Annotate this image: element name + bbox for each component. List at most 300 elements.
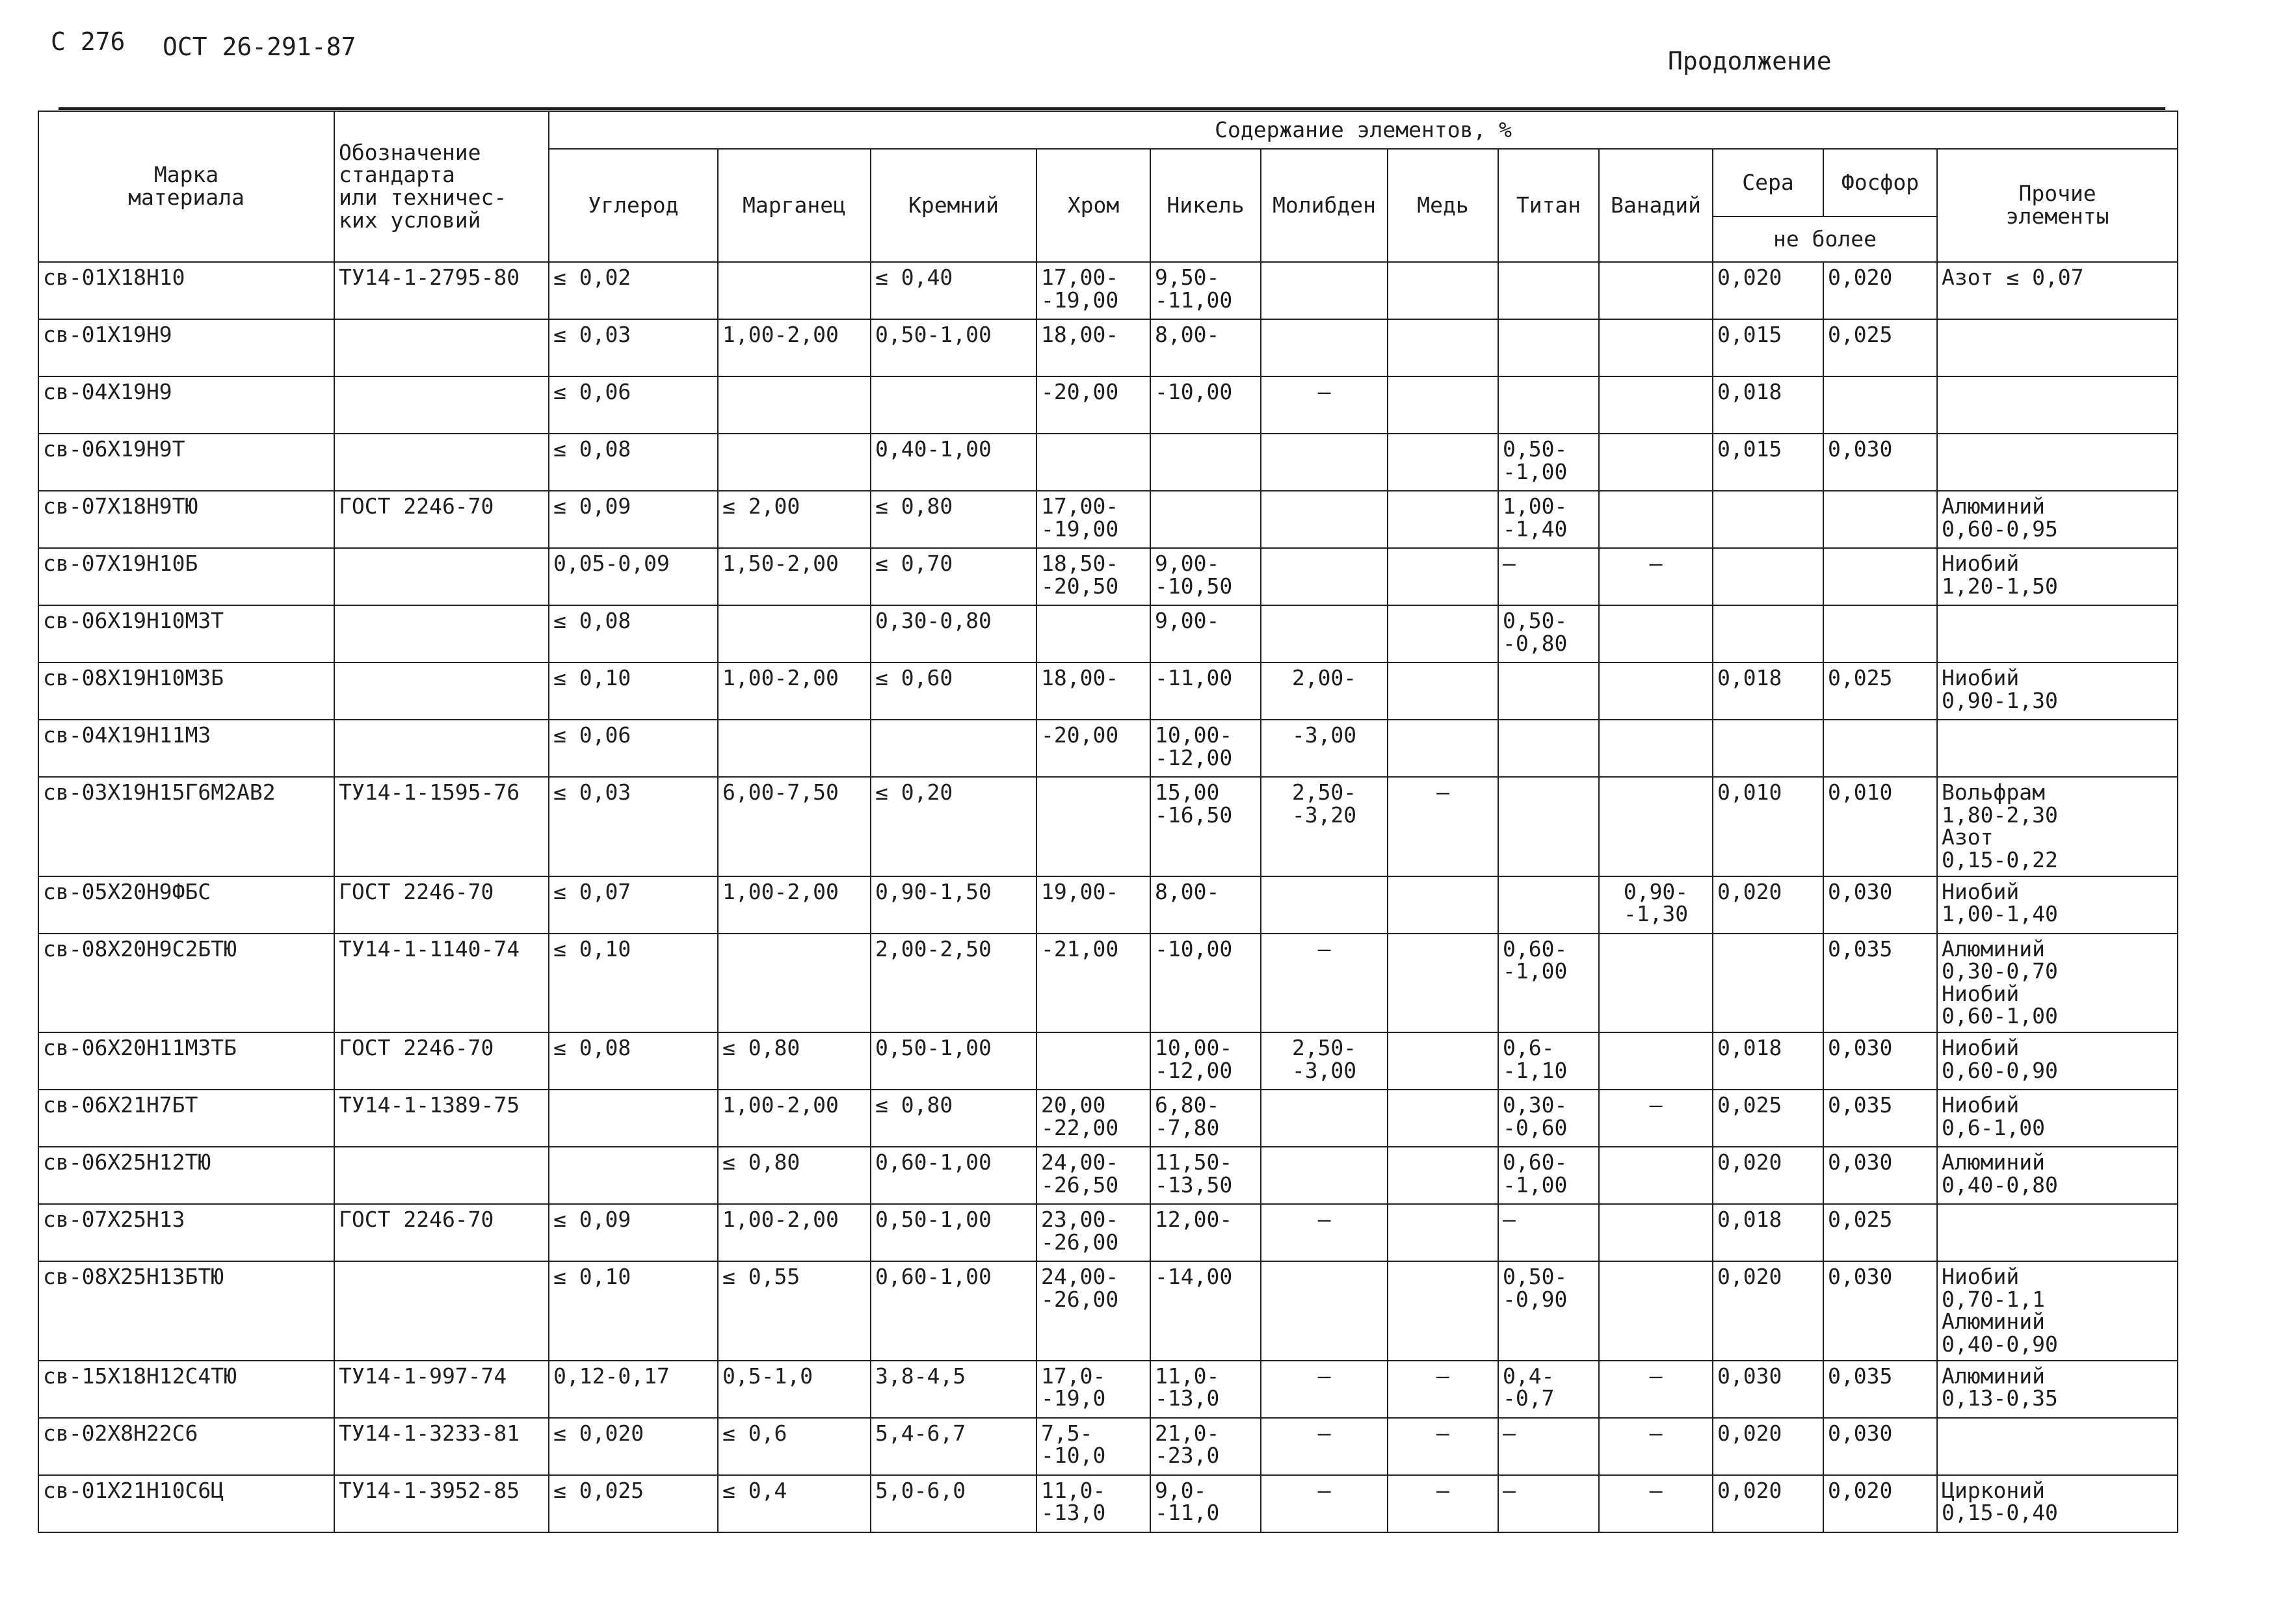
cell-mn: 1,00-2,00: [718, 662, 871, 720]
cell-mo: 2,50- -3,20: [1261, 777, 1388, 876]
cell-mo: [1261, 1147, 1388, 1204]
cell-cr: 18,00-: [1036, 319, 1150, 376]
table-row: [38, 720, 2178, 777]
cell-cu: [1388, 605, 1498, 662]
cell-mn: 1,00-2,00: [718, 1090, 871, 1147]
col-molybdenum: Молибден: [1261, 149, 1388, 262]
col-grade: Марка материала: [38, 111, 334, 262]
cell-mo: [1261, 491, 1388, 548]
cell-p: 0,030: [1823, 1147, 1937, 1204]
cell-mn: 1,50-2,00: [718, 548, 871, 605]
cell-ni: 8,00-: [1150, 876, 1261, 934]
cell-std: [334, 1261, 549, 1361]
cell-grade: св-04Х19Н11М3: [38, 720, 334, 777]
cell-std: [334, 319, 549, 376]
cell-v: [1599, 934, 1713, 1033]
table-row: [38, 548, 2178, 605]
cell-p: 0,025: [1823, 319, 1937, 376]
cell-grade: св-02Х8Н22С6: [38, 1418, 334, 1475]
col-phosphorus: Фосфор: [1823, 149, 1937, 216]
cell-v: [1599, 1147, 1713, 1204]
cell-mo: [1261, 876, 1388, 934]
cell-c: [549, 1147, 718, 1204]
cell-cu: [1388, 1032, 1498, 1090]
cell-c: ≤ 0,10: [549, 934, 718, 1033]
cell-other: Ниобий 0,60-0,90: [1937, 1032, 2178, 1090]
cell-s: 0,018: [1713, 662, 1823, 720]
cell-mo: 2,50- -3,00: [1261, 1032, 1388, 1090]
cell-p: 0,025: [1823, 1204, 1937, 1261]
cell-other: [1937, 434, 2178, 491]
cell-mo: [1261, 1090, 1388, 1147]
cell-ni: 9,00-: [1150, 605, 1261, 662]
cell-ni: [1150, 434, 1261, 491]
cell-v: [1599, 1261, 1713, 1361]
cell-cu: –: [1388, 1418, 1498, 1475]
cell-ti: [1498, 319, 1599, 376]
cell-p: [1823, 491, 1937, 548]
cell-cu: [1388, 720, 1498, 777]
standard-code: ОСТ 26-291-87: [163, 33, 356, 61]
cell-c: [549, 1090, 718, 1147]
cell-other: [1937, 319, 2178, 376]
cell-si: 0,40-1,00: [871, 434, 1036, 491]
cell-s: [1713, 934, 1823, 1033]
cell-p: [1823, 605, 1937, 662]
cell-ni: -14,00: [1150, 1261, 1261, 1361]
cell-ni: [1150, 491, 1261, 548]
cell-cu: [1388, 662, 1498, 720]
table-row: [38, 1418, 2178, 1475]
table-row: [38, 376, 2178, 434]
cell-cr: 17,00- -19,00: [1036, 262, 1150, 319]
cell-other: [1937, 1204, 2178, 1261]
cell-p: 0,030: [1823, 1418, 1937, 1475]
cell-cr: [1036, 605, 1150, 662]
cell-s: 0,018: [1713, 1204, 1823, 1261]
cell-grade: св-08Х20Н9С2БТЮ: [38, 934, 334, 1033]
cell-grade: св-07Х18Н9ТЮ: [38, 491, 334, 548]
cell-c: ≤ 0,07: [549, 876, 718, 934]
cell-c: ≤ 0,08: [549, 605, 718, 662]
cell-std: ГОСТ 2246-70: [334, 876, 549, 934]
cell-p: 0,030: [1823, 876, 1937, 934]
cell-std: [334, 1147, 549, 1204]
cell-p: 0,035: [1823, 1090, 1937, 1147]
cell-other: Алюминий 0,60-0,95: [1937, 491, 2178, 548]
cell-other: [1937, 1418, 2178, 1475]
col-nickel: Никель: [1150, 149, 1261, 262]
cell-ti: [1498, 876, 1599, 934]
page-number: С 276: [51, 27, 125, 56]
table-row: [38, 605, 2178, 662]
cell-v: [1599, 662, 1713, 720]
cell-ti: [1498, 720, 1599, 777]
cell-si: 3,8-4,5: [871, 1361, 1036, 1418]
table-row: [38, 1090, 2178, 1147]
cell-s: 0,015: [1713, 319, 1823, 376]
cell-v: [1599, 1204, 1713, 1261]
table-row: [38, 1032, 2178, 1090]
col-silicon: Кремний: [871, 149, 1036, 262]
cell-other: Цирконий 0,15-0,40: [1937, 1475, 2178, 1532]
cell-cu: [1388, 262, 1498, 319]
cell-other: Вольфрам 1,80-2,30 Азот 0,15-0,22: [1937, 777, 2178, 876]
cell-cu: –: [1388, 777, 1498, 876]
cell-mn: 1,00-2,00: [718, 319, 871, 376]
table-row: [38, 1261, 2178, 1361]
cell-ni: -11,00: [1150, 662, 1261, 720]
cell-s: 0,015: [1713, 434, 1823, 491]
cell-mn: 1,00-2,00: [718, 876, 871, 934]
cell-cu: [1388, 491, 1498, 548]
cell-cr: [1036, 777, 1150, 876]
cell-si: ≤ 0,80: [871, 1090, 1036, 1147]
cell-mn: 0,5-1,0: [718, 1361, 871, 1418]
cell-ti: [1498, 662, 1599, 720]
cell-s: [1713, 605, 1823, 662]
cell-std: [334, 376, 549, 434]
cell-c: ≤ 0,02: [549, 262, 718, 319]
col-vanadium: Ванадий: [1599, 149, 1713, 262]
cell-mo: [1261, 548, 1388, 605]
cell-other: Ниобий 0,90-1,30: [1937, 662, 2178, 720]
cell-std: ТУ14-1-3233-81: [334, 1418, 549, 1475]
cell-grade: св-01Х21Н10С6Ц: [38, 1475, 334, 1532]
cell-c: ≤ 0,020: [549, 1418, 718, 1475]
cell-ti: 0,50- -0,90: [1498, 1261, 1599, 1361]
cell-std: [334, 548, 549, 605]
cell-mn: [718, 434, 871, 491]
cell-cu: [1388, 376, 1498, 434]
cell-cr: 18,00-: [1036, 662, 1150, 720]
col-content-group: Содержание элементов, %: [549, 111, 2178, 149]
cell-ti: –: [1498, 1475, 1599, 1532]
cell-other: [1937, 376, 2178, 434]
cell-cr: 24,00- -26,50: [1036, 1147, 1150, 1204]
cell-std: ГОСТ 2246-70: [334, 1204, 549, 1261]
header-rule: [59, 107, 2165, 110]
cell-c: ≤ 0,03: [549, 777, 718, 876]
cell-s: 0,025: [1713, 1090, 1823, 1147]
cell-v: –: [1599, 1418, 1713, 1475]
col-standard: Обозначение стандарта или техничес- ких условий: [334, 111, 549, 262]
cell-other: Алюминий 0,30-0,70 Ниобий 0,60-1,00: [1937, 934, 2178, 1033]
cell-ni: 9,00- -10,50: [1150, 548, 1261, 605]
cell-mo: -3,00: [1261, 720, 1388, 777]
cell-other: Алюминий 0,13-0,35: [1937, 1361, 2178, 1418]
composition-table: [38, 111, 2178, 1533]
cell-cu: [1388, 876, 1498, 934]
cell-other: [1937, 720, 2178, 777]
cell-other: Ниобий 0,70-1,1 Алюминий 0,40-0,90: [1937, 1261, 2178, 1361]
col-titanium: Титан: [1498, 149, 1599, 262]
cell-grade: св-07Х25Н13: [38, 1204, 334, 1261]
cell-mn: ≤ 0,55: [718, 1261, 871, 1361]
cell-si: 0,50-1,00: [871, 1032, 1036, 1090]
cell-cr: 17,0- -19,0: [1036, 1361, 1150, 1418]
table-row: [38, 876, 2178, 934]
cell-cu: [1388, 1204, 1498, 1261]
cell-cu: [1388, 434, 1498, 491]
cell-mo: –: [1261, 376, 1388, 434]
cell-si: 0,50-1,00: [871, 319, 1036, 376]
cell-p: 0,020: [1823, 262, 1937, 319]
cell-grade: св-06Х25Н12ТЮ: [38, 1147, 334, 1204]
cell-mn: ≤ 0,4: [718, 1475, 871, 1532]
cell-s: [1713, 548, 1823, 605]
cell-mn: ≤ 0,80: [718, 1032, 871, 1090]
col-other: Прочие элементы: [1937, 149, 2178, 262]
table-row: [38, 1361, 2178, 1418]
table-row: [38, 934, 2178, 1033]
cell-s: 0,020: [1713, 1418, 1823, 1475]
cell-mn: [718, 605, 871, 662]
cell-mn: [718, 720, 871, 777]
cell-si: ≤ 0,70: [871, 548, 1036, 605]
cell-si: 0,50-1,00: [871, 1204, 1036, 1261]
cell-si: 2,00-2,50: [871, 934, 1036, 1033]
cell-v: 0,90- -1,30: [1599, 876, 1713, 934]
cell-std: ГОСТ 2246-70: [334, 1032, 549, 1090]
cell-si: [871, 720, 1036, 777]
cell-mo: –: [1261, 934, 1388, 1033]
cell-mo: –: [1261, 1204, 1388, 1261]
table-body: [38, 262, 2178, 1532]
cell-grade: св-05Х20Н9ФБС: [38, 876, 334, 934]
cell-ti: –: [1498, 548, 1599, 605]
cell-ni: 9,0- -11,0: [1150, 1475, 1261, 1532]
cell-v: [1599, 491, 1713, 548]
cell-c: ≤ 0,06: [549, 720, 718, 777]
cell-v: [1599, 376, 1713, 434]
cell-ni: 6,80- -7,80: [1150, 1090, 1261, 1147]
cell-cr: [1036, 434, 1150, 491]
cell-ti: 0,50- -0,80: [1498, 605, 1599, 662]
cell-si: 5,0-6,0: [871, 1475, 1036, 1532]
cell-cr: 17,00- -19,00: [1036, 491, 1150, 548]
cell-std: ТУ14-1-997-74: [334, 1361, 549, 1418]
cell-std: [334, 605, 549, 662]
cell-grade: св-06Х19Н10М3Т: [38, 605, 334, 662]
cell-std: [334, 720, 549, 777]
cell-cr: [1036, 1032, 1150, 1090]
cell-s: 0,020: [1713, 876, 1823, 934]
cell-cu: [1388, 934, 1498, 1033]
cell-mn: ≤ 2,00: [718, 491, 871, 548]
cell-std: [334, 662, 549, 720]
cell-mn: 1,00-2,00: [718, 1204, 871, 1261]
cell-std: ТУ14-1-2795-80: [334, 262, 549, 319]
cell-mo: [1261, 1261, 1388, 1361]
cell-s: [1713, 720, 1823, 777]
cell-cu: [1388, 1147, 1498, 1204]
cell-std: ТУ14-1-1389-75: [334, 1090, 549, 1147]
cell-p: [1823, 548, 1937, 605]
cell-c: 0,12-0,17: [549, 1361, 718, 1418]
cell-ti: [1498, 376, 1599, 434]
cell-cr: 23,00- -26,00: [1036, 1204, 1150, 1261]
cell-c: ≤ 0,09: [549, 1204, 718, 1261]
cell-cr: 18,50- -20,50: [1036, 548, 1150, 605]
cell-mo: [1261, 605, 1388, 662]
continuation-label: Продолжение: [1668, 47, 1832, 75]
col-copper: Медь: [1388, 149, 1498, 262]
cell-ti: 0,60- -1,00: [1498, 934, 1599, 1033]
cell-grade: св-01Х18Н10: [38, 262, 334, 319]
col-sulfur: Сера: [1713, 149, 1823, 216]
cell-grade: св-06Х21Н7БТ: [38, 1090, 334, 1147]
cell-mo: –: [1261, 1361, 1388, 1418]
table-row: [38, 491, 2178, 548]
cell-std: ТУ14-1-1595-76: [334, 777, 549, 876]
cell-grade: св-07Х19Н10Б: [38, 548, 334, 605]
cell-cr: -21,00: [1036, 934, 1150, 1033]
cell-ni: 10,00- -12,00: [1150, 720, 1261, 777]
cell-p: 0,010: [1823, 777, 1937, 876]
cell-si: [871, 376, 1036, 434]
cell-s: 0,020: [1713, 1475, 1823, 1532]
cell-c: ≤ 0,09: [549, 491, 718, 548]
cell-other: Ниобий 0,6-1,00: [1937, 1090, 2178, 1147]
cell-std: [334, 434, 549, 491]
cell-v: –: [1599, 1090, 1713, 1147]
cell-v: [1599, 1032, 1713, 1090]
cell-p: 0,035: [1823, 1361, 1937, 1418]
cell-ni: 11,50- -13,50: [1150, 1147, 1261, 1204]
cell-s: 0,018: [1713, 376, 1823, 434]
cell-si: 0,90-1,50: [871, 876, 1036, 934]
cell-mo: 2,00-: [1261, 662, 1388, 720]
cell-std: ТУ14-1-1140-74: [334, 934, 549, 1033]
cell-cu: –: [1388, 1475, 1498, 1532]
cell-cr: 20,00 -22,00: [1036, 1090, 1150, 1147]
cell-grade: св-01Х19Н9: [38, 319, 334, 376]
cell-s: 0,020: [1713, 1261, 1823, 1361]
cell-v: [1599, 319, 1713, 376]
col-chromium: Хром: [1036, 149, 1150, 262]
cell-ti: 0,30- -0,60: [1498, 1090, 1599, 1147]
cell-cu: [1388, 548, 1498, 605]
cell-s: [1713, 491, 1823, 548]
cell-v: –: [1599, 1475, 1713, 1532]
table-row: [38, 319, 2178, 376]
cell-ni: 21,0- -23,0: [1150, 1418, 1261, 1475]
cell-si: 5,4-6,7: [871, 1418, 1036, 1475]
cell-ti: –: [1498, 1204, 1599, 1261]
cell-v: [1599, 777, 1713, 876]
cell-mn: 6,00-7,50: [718, 777, 871, 876]
cell-std: ГОСТ 2246-70: [334, 491, 549, 548]
cell-ni: 11,0- -13,0: [1150, 1361, 1261, 1418]
cell-si: ≤ 0,40: [871, 262, 1036, 319]
cell-mo: [1261, 262, 1388, 319]
cell-ni: -10,00: [1150, 376, 1261, 434]
col-not-more: не более: [1713, 216, 1937, 262]
cell-si: ≤ 0,20: [871, 777, 1036, 876]
cell-si: 0,60-1,00: [871, 1261, 1036, 1361]
cell-p: 0,035: [1823, 934, 1937, 1033]
cell-mn: ≤ 0,6: [718, 1418, 871, 1475]
cell-other: Алюминий 0,40-0,80: [1937, 1147, 2178, 1204]
cell-cr: 19,00-: [1036, 876, 1150, 934]
cell-mo: [1261, 434, 1388, 491]
cell-p: 0,020: [1823, 1475, 1937, 1532]
cell-c: ≤ 0,08: [549, 434, 718, 491]
cell-c: ≤ 0,08: [549, 1032, 718, 1090]
cell-cu: [1388, 1261, 1498, 1361]
col-manganese: Марганец: [718, 149, 871, 262]
table-row: [38, 1475, 2178, 1532]
cell-cu: [1388, 319, 1498, 376]
table-row: [38, 262, 2178, 319]
cell-mn: ≤ 0,80: [718, 1147, 871, 1204]
cell-ti: 0,4- -0,7: [1498, 1361, 1599, 1418]
cell-v: [1599, 720, 1713, 777]
cell-mn: [718, 262, 871, 319]
cell-p: 0,030: [1823, 434, 1937, 491]
cell-p: 0,030: [1823, 1261, 1937, 1361]
cell-mn: [718, 376, 871, 434]
cell-si: 0,60-1,00: [871, 1147, 1036, 1204]
cell-ti: [1498, 777, 1599, 876]
cell-ti: [1498, 262, 1599, 319]
cell-ni: 12,00-: [1150, 1204, 1261, 1261]
cell-grade: св-06Х19Н9Т: [38, 434, 334, 491]
cell-c: 0,05-0,09: [549, 548, 718, 605]
cell-p: [1823, 720, 1937, 777]
cell-v: [1599, 605, 1713, 662]
cell-cr: -20,00: [1036, 720, 1150, 777]
cell-c: ≤ 0,025: [549, 1475, 718, 1532]
cell-cr: 24,00- -26,00: [1036, 1261, 1150, 1361]
cell-s: 0,010: [1713, 777, 1823, 876]
cell-si: ≤ 0,80: [871, 491, 1036, 548]
cell-s: 0,018: [1713, 1032, 1823, 1090]
cell-p: 0,025: [1823, 662, 1937, 720]
cell-ni: 9,50- -11,00: [1150, 262, 1261, 319]
cell-c: ≤ 0,10: [549, 1261, 718, 1361]
cell-grade: св-06Х20Н11М3ТБ: [38, 1032, 334, 1090]
col-carbon: Углерод: [549, 149, 718, 262]
cell-ni: 15,00 -16,50: [1150, 777, 1261, 876]
cell-other: [1937, 605, 2178, 662]
cell-si: ≤ 0,60: [871, 662, 1036, 720]
cell-cr: 11,0- -13,0: [1036, 1475, 1150, 1532]
cell-mo: –: [1261, 1418, 1388, 1475]
cell-cr: -20,00: [1036, 376, 1150, 434]
cell-v: –: [1599, 548, 1713, 605]
cell-other: Ниобий 1,00-1,40: [1937, 876, 2178, 934]
cell-v: [1599, 262, 1713, 319]
cell-ni: 8,00-: [1150, 319, 1261, 376]
table-row: [38, 1204, 2178, 1261]
cell-grade: св-15Х18Н12С4ТЮ: [38, 1361, 334, 1418]
cell-ni: -10,00: [1150, 934, 1261, 1033]
cell-grade: св-04Х19Н9: [38, 376, 334, 434]
cell-ti: 0,6- -1,10: [1498, 1032, 1599, 1090]
cell-mo: [1261, 319, 1388, 376]
cell-ti: 1,00- -1,40: [1498, 491, 1599, 548]
cell-cu: [1388, 1090, 1498, 1147]
cell-ni: 10,00- -12,00: [1150, 1032, 1261, 1090]
cell-p: 0,030: [1823, 1032, 1937, 1090]
cell-s: 0,030: [1713, 1361, 1823, 1418]
table-row: [38, 777, 2178, 876]
cell-mn: [718, 934, 871, 1033]
cell-p: [1823, 376, 1937, 434]
cell-ti: 0,50- -1,00: [1498, 434, 1599, 491]
